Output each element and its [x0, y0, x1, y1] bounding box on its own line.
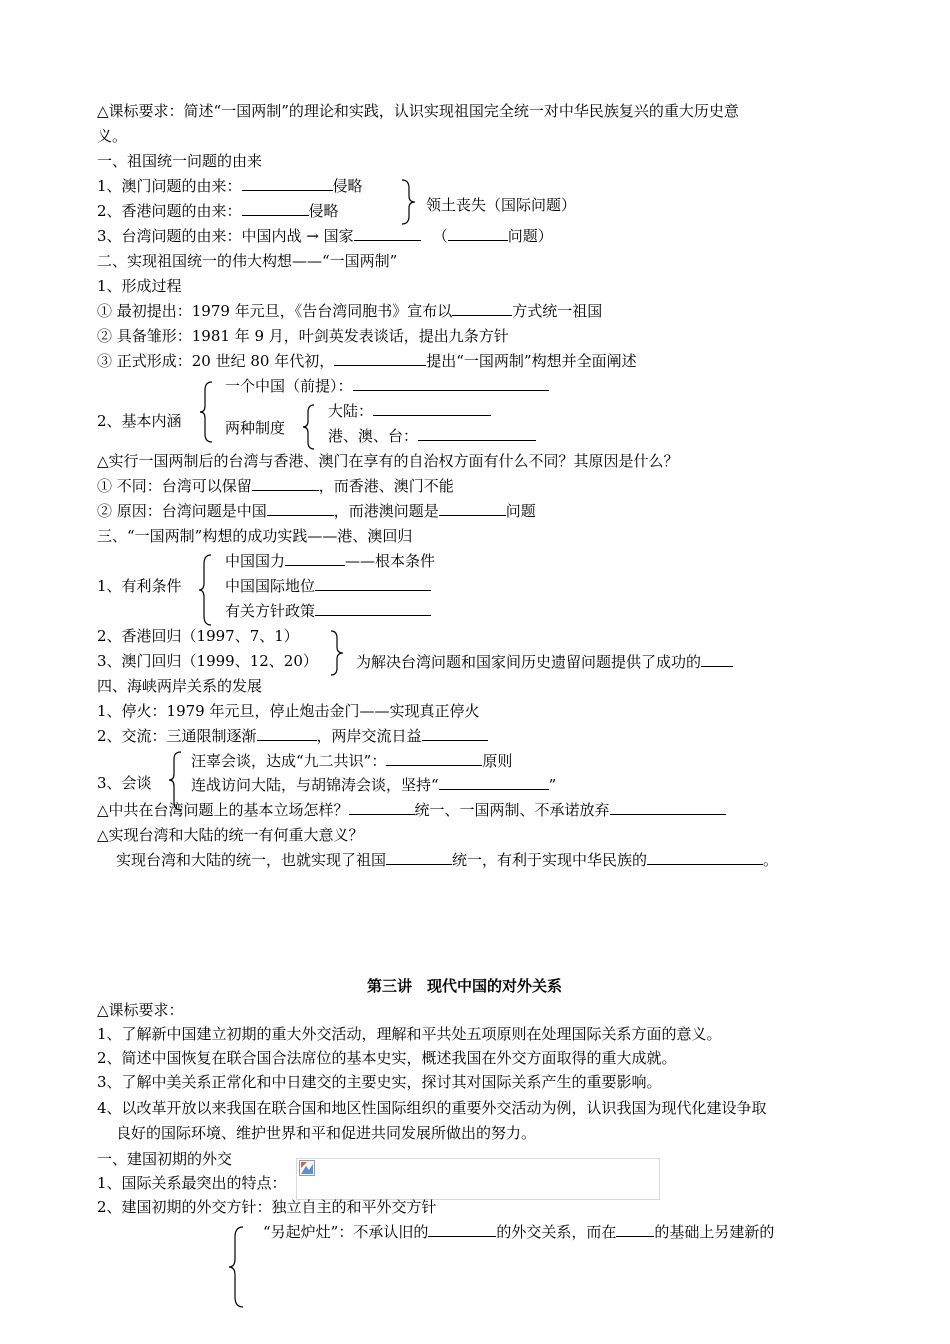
left-brace-icon — [198, 553, 214, 627]
formation-step-2: ② 具备雏形：1981 年 9 月，叶剑英发表谈话，提出九条方针 — [97, 327, 509, 345]
requirement-2: 2、简述中国恢复在联合国合法席位的基本史实，概述我国在外交方面取得的重大成就。 — [97, 1049, 677, 1067]
difference-line: ① 不同：台湾可以保留 ，而香港、澳门不能 — [97, 477, 454, 495]
curriculum-requirement: △课标要求： — [97, 1001, 184, 1019]
blank[interactable] — [349, 800, 415, 815]
heading-origin: 一、祖国统一问题的由来 — [97, 152, 263, 170]
blank[interactable] — [353, 376, 549, 391]
curriculum-requirement-cont: 义。 — [97, 127, 128, 145]
blank[interactable] — [285, 551, 345, 566]
macau-origin-line — [97, 176, 363, 196]
basic-content-label: 2、基本内涵 — [97, 412, 182, 430]
blank[interactable] — [418, 426, 536, 441]
blank[interactable] — [616, 1222, 654, 1237]
macau-origin-label: 1、澳门问题的由来： — [97, 177, 242, 195]
right-brace-icon — [329, 629, 345, 677]
arrow-icon: → — [306, 227, 319, 245]
heading-cross-strait: 四、海峡两岸关系的发展 — [97, 677, 263, 695]
talks-label: 3、会谈 — [97, 774, 152, 792]
blank[interactable] — [252, 476, 319, 491]
blank[interactable] — [242, 176, 333, 191]
one-china-line: 一个中国（前提）： — [225, 376, 549, 396]
experience-line: 为解决台湾问题和国家间历史遗留问题提供了成功的 — [356, 652, 733, 672]
condition-policy: 有关方针政策 — [225, 601, 431, 621]
blank[interactable] — [647, 850, 763, 865]
blank[interactable] — [610, 800, 726, 815]
macau-return-line: 3、澳门回归（1999、12、20） — [97, 652, 318, 670]
heading-return: 三、“一国两制”构想的成功实践——港、澳回归 — [97, 527, 413, 545]
hk-origin-label: 2、香港问题的由来： — [97, 202, 242, 220]
left-brace-icon — [199, 380, 215, 444]
basic-position-line: △中共在台湾问题上的基本立场怎样？ 统一、一国两制、不承诺放弃 — [97, 800, 726, 820]
blank[interactable] — [452, 301, 512, 316]
left-brace-icon — [228, 1225, 246, 1309]
image-placeholder — [296, 1158, 660, 1200]
ceasefire-line: 1、停火：1979 年元旦，停止炮击金门——实现真正停火 — [97, 702, 480, 720]
taiwan-origin-label: 3、台湾问题的由来：中国内战 — [97, 227, 307, 245]
blank[interactable] — [267, 501, 334, 516]
feature-line: 1、国际关系最突出的特点： — [97, 1174, 287, 1192]
blank[interactable] — [386, 850, 452, 865]
requirement-4: 4、以改革开放以来我国在联合国和地区性国际组织的重要外交活动为例，认识我国为现代化建设争取 — [97, 1099, 767, 1117]
taiwan-origin-line: 3、台湾问题的由来：中国内战 → 国家 （ 问题） — [97, 227, 553, 245]
blank[interactable] — [315, 576, 431, 591]
formation-step-3: ③ 正式形成：20 世纪 80 年代初， 提出“一国两制”构想并全面阐述 — [97, 352, 637, 370]
invasion-label: 侵略 — [332, 177, 363, 195]
blank[interactable] — [334, 351, 426, 366]
formation-heading: 1、形成过程 — [97, 277, 182, 295]
blank[interactable] — [439, 775, 549, 790]
requirement-4-cont: 良好的国际环境、维护世界和平和促进共同发展所做出的努力。 — [116, 1124, 537, 1142]
blank[interactable] — [315, 601, 431, 616]
curriculum-requirement: △课标要求：简述“一国两制”的理论和实践，认识实现祖国完全统一对中华民族复兴的重大历史意 — [97, 102, 739, 120]
blank[interactable] — [242, 201, 309, 216]
blank[interactable] — [448, 226, 508, 241]
two-systems-label: 两种制度 — [225, 419, 286, 437]
significance-answer: 实现台湾和大陆的统一，也就实现了祖国 统一，有利于实现中华民族的 。 — [116, 851, 779, 869]
lecture-3-title: 第三讲 现代中国的对外关系 — [367, 977, 563, 995]
new-stove-line: “另起炉灶”：不承认旧的 的外交关系，而在 的基础上另建新的 — [263, 1223, 775, 1241]
requirement-1: 1、了解新中国建立初期的重大外交活动，理解和平共处五项原则在处理国际关系方面的意义。 — [97, 1025, 722, 1043]
heading-early-diplomacy: 一、建国初期的外交 — [97, 1150, 233, 1168]
hk-origin-line — [97, 201, 339, 221]
blank[interactable] — [439, 501, 506, 516]
hk-return-line: 2、香港回归（1997、7、1） — [97, 627, 299, 645]
blank[interactable] — [422, 726, 488, 741]
condition-national-strength: 中国国力 ——根本条件 — [225, 552, 436, 570]
left-brace-icon — [302, 403, 316, 451]
diplomatic-policy-line: 2、建国初期的外交方针：独立自主的和平外交方针 — [97, 1198, 437, 1216]
right-brace-icon — [400, 178, 418, 226]
hk-macau-taiwan-line: 港、澳、台： — [328, 426, 536, 446]
blank[interactable] — [701, 652, 733, 667]
wang-gu-talks-line: 汪辜会谈，达成“九二共识”： 原则 — [191, 752, 513, 770]
exchange-line: 2、交流：三通限制逐渐 ，两岸交流日益 — [97, 726, 488, 746]
blank[interactable] — [386, 751, 482, 766]
blank[interactable] — [354, 226, 421, 241]
question-autonomy: △实行一国两制后的台湾与香港、澳门在享有的自治权方面有什么不同？其原因是什么？ — [97, 452, 679, 470]
blank[interactable] — [373, 401, 491, 416]
territory-loss-label: 领土丧失（国际问题） — [426, 196, 577, 214]
formation-step-1: ① 最初提出：1979 年元旦，《告台湾同胞书》宣布以 方式统一祖国 — [97, 302, 603, 320]
broken-image-icon — [299, 1160, 315, 1176]
reason-line: ② 原因：台湾问题是中国 ，而港澳问题是 问题 — [97, 502, 536, 520]
mainland-line: 大陆： — [328, 401, 491, 421]
condition-international-status: 中国国际地位 — [225, 576, 431, 596]
invasion-label: 侵略 — [308, 202, 339, 220]
significance-question: △实现台湾和大陆的统一有何重大意义？ — [97, 826, 364, 844]
lien-chan-visit-line: 连战访问大陆，与胡锦涛会谈，坚持“ ” — [191, 776, 557, 794]
favorable-conditions-label: 1、有利条件 — [97, 577, 182, 595]
blank[interactable] — [257, 726, 317, 741]
blank[interactable] — [428, 1222, 496, 1237]
requirement-3: 3、了解中美关系正常化和中日建交的主要史实，探讨其对国际关系产生的重要影响。 — [97, 1073, 662, 1091]
heading-one-country-two-systems: 二、实现祖国统一的伟大构想——“一国两制” — [97, 252, 398, 270]
